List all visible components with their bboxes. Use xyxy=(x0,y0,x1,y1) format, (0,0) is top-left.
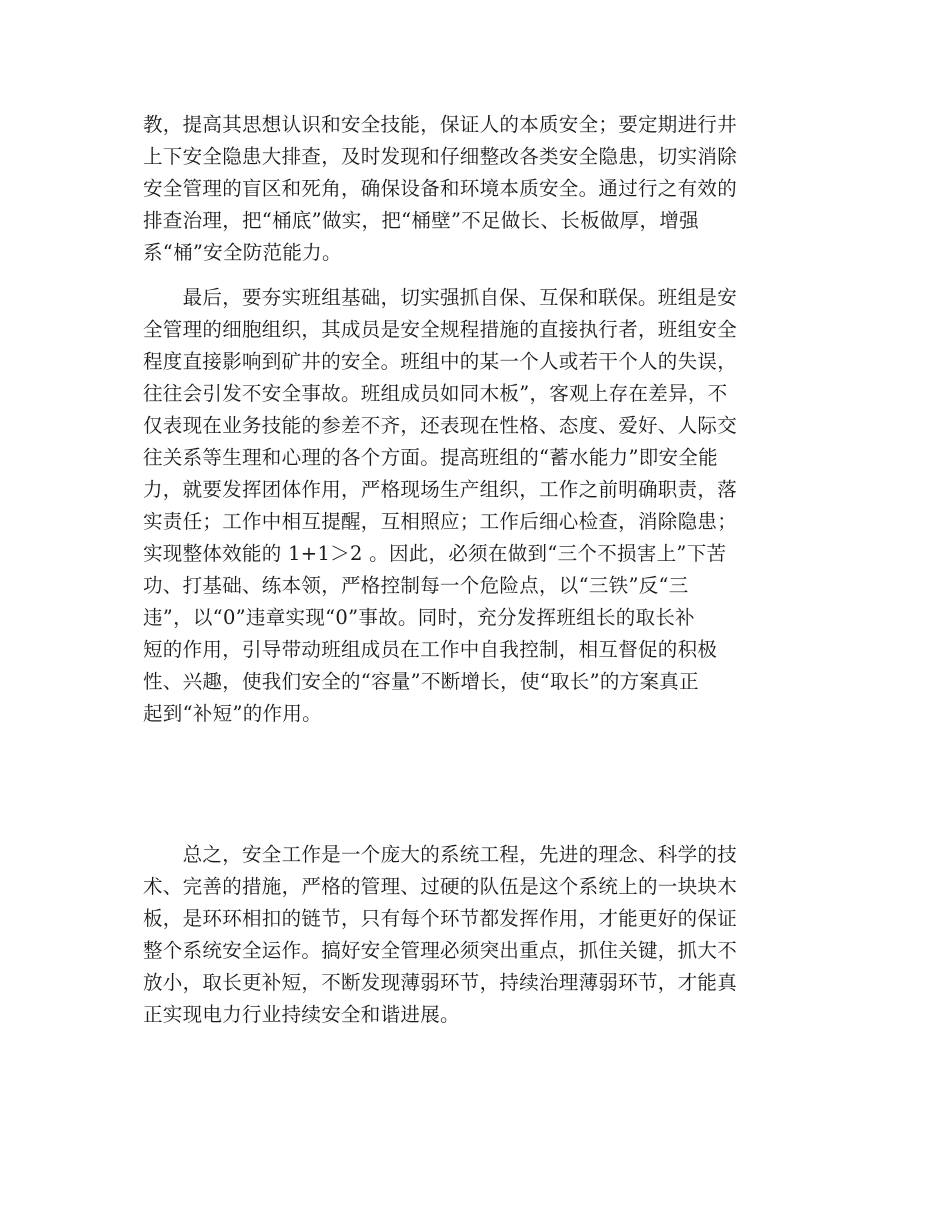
text-line: 系“桶”安全防范能力。 xyxy=(143,241,342,264)
paragraph-1 xyxy=(143,109,803,269)
text-line: 程度直接影响到矿井的安全。班组中的某一个人或若干个人的失误， xyxy=(143,350,738,373)
text-line: 力，就要发挥团体作用，严格现场生产组织，工作之前明确职责，落 xyxy=(143,478,738,501)
text-line: 起到“补短”的作用。 xyxy=(143,702,322,725)
text-line: 板，是环环相扣的链节，只有每个环节都发挥作用，才能更好的保证 xyxy=(143,907,738,930)
text-line: 性、兴趣，使我们安全的“容量”不断增长，使“取长”的方案真正 xyxy=(143,670,699,693)
text-line: 实责任；工作中相互提醒，互相照应；工作后细心检查，消除隐患； xyxy=(143,510,738,533)
paragraph-2 xyxy=(143,282,803,730)
text-line: 总之，安全工作是一个庞大的系统工程，先进的理念、科学的技 xyxy=(143,843,738,866)
text-line: 上下安全隐患大排查，及时发现和仔细整改各类安全隐患，切实消除 xyxy=(143,145,738,168)
text-line: 违”，以“0”违章实现“0”事故。同时，充分发挥班组长的取长补 xyxy=(143,606,695,629)
text-line: 功、打基础、练本领，严格控制每一个危险点，以“三铁”反“三 xyxy=(143,574,689,597)
text-line: 最后，要夯实班组基础，切实强抓自保、互保和联保。班组是安 xyxy=(143,286,738,309)
text-line: 仅表现在业务技能的参差不齐，还表现在性格、态度、爱好、人际交 xyxy=(143,414,738,437)
text-line: 术、完善的措施，严格的管理、过硬的队伍是这个系统上的一块块木 xyxy=(143,875,738,898)
text-line: 往关系等生理和心理的各个方面。提高班组的“蓄水能力”即安全能 xyxy=(143,446,718,469)
text-line: 往往会引发不安全事故。班组成员如同木板”，客观上存在差异，不 xyxy=(143,382,728,405)
text-line: 短的作用，引导带动班组成员在工作中自我控制，相互督促的积极 xyxy=(143,638,718,661)
paragraph-3 xyxy=(143,839,803,1031)
text-line: 安全管理的盲区和死角，确保设备和环境本质安全。通过行之有效的 xyxy=(143,177,738,200)
text-line: 放小，取长更补短，不断发现薄弱环节，持续治理薄弱环节，才能真 xyxy=(143,971,738,994)
text-line: 排查治理，把“桶底”做实，把“桶壁”不足做长、长板做厚，增强 xyxy=(143,209,699,232)
text-line: 教，提高其思想认识和安全技能，保证人的本质安全；要定期进行井 xyxy=(143,113,738,136)
text-line: 全管理的细胞组织，其成员是安全规程措施的直接执行者，班组安全 xyxy=(143,318,738,341)
text-line: 正实现电力行业持续安全和谐进展。 xyxy=(143,1003,460,1026)
text-line: 整个系统安全运作。搞好安全管理必须突出重点，抓住关键，抓大不 xyxy=(143,939,738,962)
text-line: 实现整体效能的 1+1＞2 。因此，必须在做到“三个不损害上”下苦 xyxy=(143,542,727,565)
